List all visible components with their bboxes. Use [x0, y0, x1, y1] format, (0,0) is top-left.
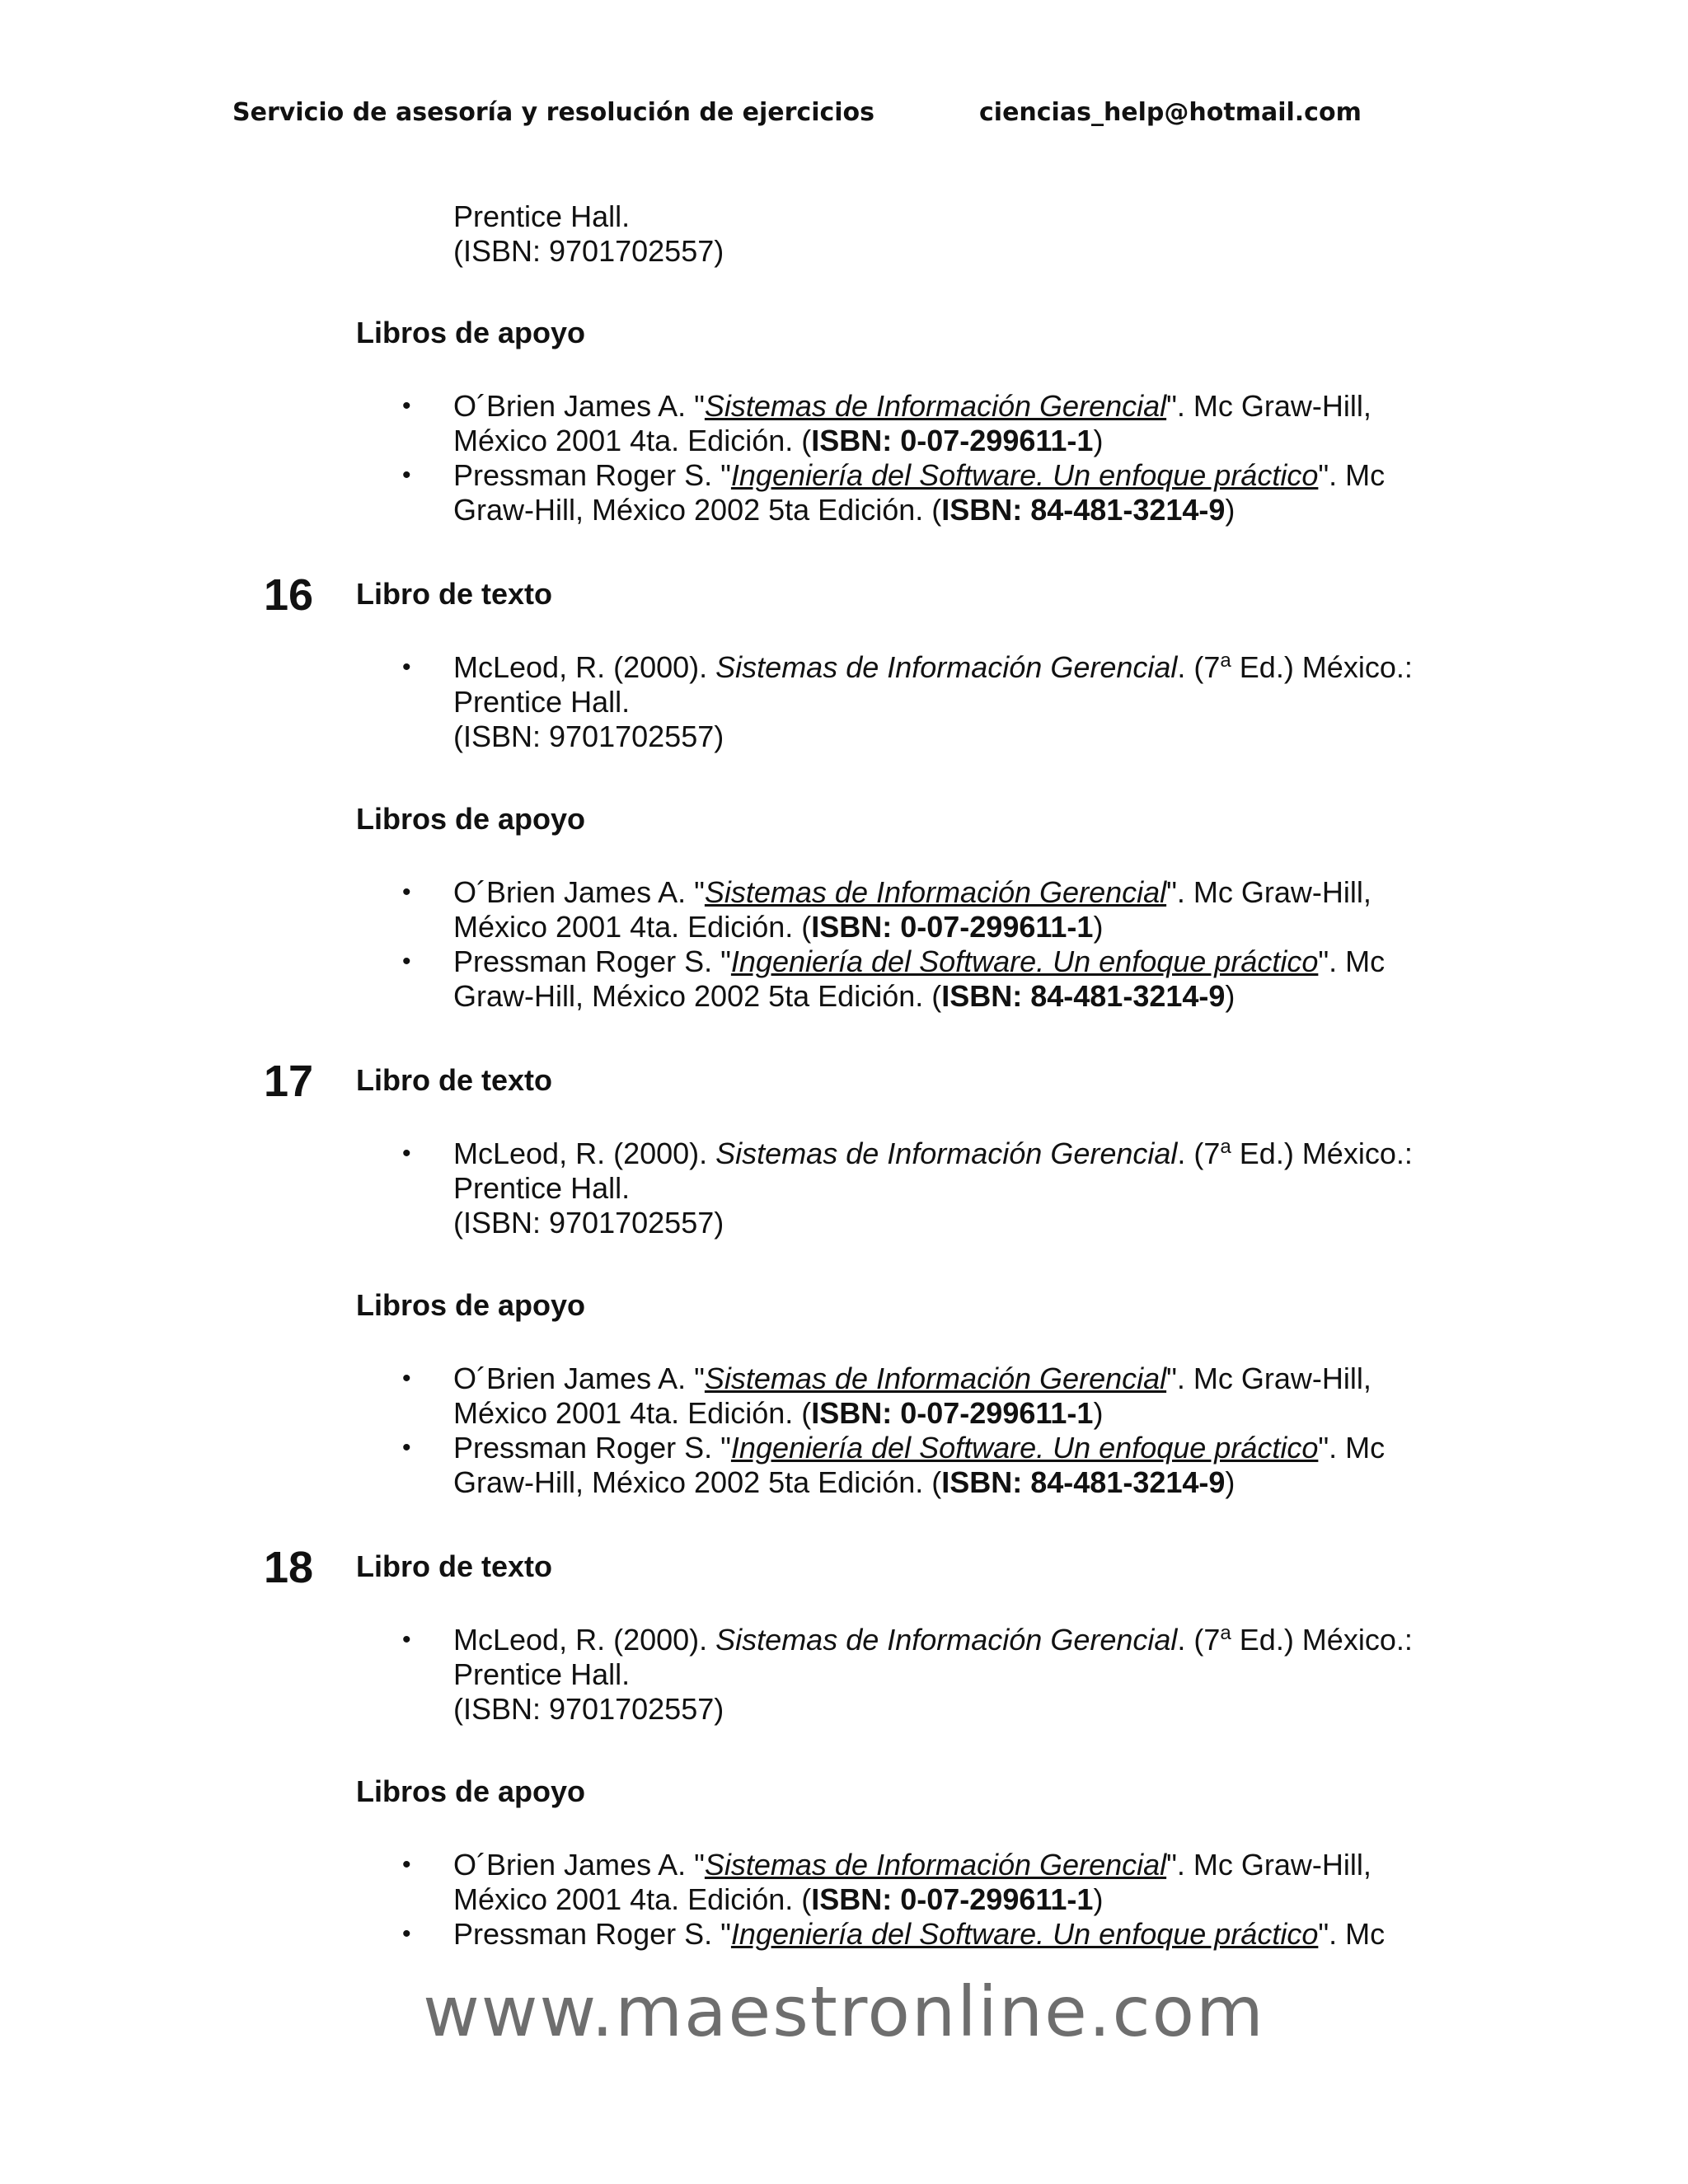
continued-line-publisher: Prentice Hall.: [453, 199, 631, 233]
book-title: Ingeniería del Software. Un enfoque práctico: [730, 1431, 1319, 1465]
bullet: •: [402, 948, 411, 975]
isbn: ISBN: 84-481-3214-9: [941, 493, 1226, 527]
texto-item-mcleod: • McLeod, R. (2000). Sistemas de Información Gerencial. (7$^a$ Ed.) México.: Prentice Hall. (ISBN: 9701702557): [402, 1622, 1413, 1726]
book-title: Sistemas de Información Gerencial: [704, 389, 1167, 423]
bullet: •: [402, 1140, 411, 1167]
apoyo-item-obrien: • O´Brien James A. "Sistemas de Información Gerencial". Mc Graw-Hill, México 2001 4ta. Edición. (ISBN: 0-07-299611-1): [402, 1361, 1372, 1430]
book-title: Sistemas de Información Gerencial: [704, 1848, 1167, 1882]
apoyo-item-pressman: • Pressman Roger S. "Ingeniería del Software. Un enfoque práctico". Mc Graw-Hill, México 2002 5ta Edición. (ISBN: 84-481-3214-9): [402, 944, 1386, 1013]
apoyo-item-pressman: • Pressman Roger S. "Ingeniería del Software. Un enfoque práctico". Mc: [402, 1917, 1386, 1951]
book-title: Ingeniería del Software. Un enfoque práctico: [730, 944, 1319, 978]
isbn: ISBN: 0-07-299611-1: [811, 910, 1094, 944]
bullet: •: [402, 654, 411, 681]
bullet: •: [402, 1626, 411, 1653]
isbn: ISBN: 0-07-299611-1: [811, 1882, 1094, 1916]
bullet: •: [402, 879, 411, 906]
libro-de-texto-heading: Libro de texto: [356, 577, 553, 611]
apoyo-item-pressman: • Pressman Roger S. "Ingeniería del Software. Un enfoque práctico". Mc Graw-Hill, México 2002 5ta Edición. (ISBN: 84-481-3214-9): [402, 1431, 1386, 1499]
isbn: ISBN: 0-07-299611-1: [811, 1396, 1094, 1430]
apoyo-item-obrien: • O´Brien James A. "Sistemas de Información Gerencial". Mc Graw-Hill, México 2001 4ta. Edición. (ISBN: 0-07-299611-1): [402, 875, 1372, 944]
apoyo-item-pressman: • Pressman Roger S. "Ingeniería del Software. Un enfoque práctico". Mc Graw-Hill, México 2002 5ta Edición. (ISBN: 84-481-3214-9): [402, 458, 1386, 527]
libros-de-apoyo-heading: Libros de apoyo: [356, 802, 586, 836]
apoyo-item-obrien: • O´Brien James A. "Sistemas de Información Gerencial". Mc Graw-Hill, México 2001 4ta. Edición. (ISBN: 0-07-299611-1): [402, 1848, 1372, 1916]
libro-de-texto-heading: Libro de texto: [356, 1549, 553, 1583]
bullet: •: [402, 392, 411, 419]
bullet: •: [402, 1920, 411, 1947]
continued-reference: [453, 199, 724, 269]
isbn: ISBN: 0-07-299611-1: [811, 424, 1094, 457]
texto-item-mcleod: • McLeod, R. (2000). Sistemas de Información Gerencial. (7$^a$ Ed.) México.: Prentice Hall. (ISBN: 9701702557): [402, 649, 1413, 753]
book-title: Sistemas de Información Gerencial: [715, 650, 1178, 684]
section-number: 16: [264, 570, 314, 620]
bullet: •: [402, 1365, 411, 1392]
header-service-title: Servicio de asesoría y resolución de ejercicios: [232, 98, 875, 127]
continued-line-isbn: (ISBN: 9701702557): [453, 234, 724, 268]
texto-item-mcleod: • McLeod, R. (2000). Sistemas de Información Gerencial. (7$^a$ Ed.) México.: Prentice Hall. (ISBN: 9701702557): [402, 1136, 1413, 1240]
section-number: 18: [264, 1543, 314, 1592]
section-number: 17: [264, 1057, 314, 1106]
libro-de-texto-heading: Libro de texto: [356, 1063, 553, 1097]
book-title: Ingeniería del Software. Un enfoque práctico: [730, 1917, 1319, 1951]
book-title: Sistemas de Información Gerencial: [704, 1361, 1167, 1395]
isbn: ISBN: 84-481-3214-9: [941, 979, 1226, 1013]
book-title: Sistemas de Información Gerencial: [704, 875, 1167, 909]
libros-de-apoyo-heading: Libros de apoyo: [356, 316, 586, 349]
libros-de-apoyo-heading: Libros de apoyo: [356, 1288, 586, 1322]
apoyo-item-obrien: • O´Brien James A. "Sistemas de Información Gerencial". Mc Graw-Hill, México 2001 4ta. Edición. (ISBN: 0-07-299611-1): [402, 389, 1372, 457]
book-title: Ingeniería del Software. Un enfoque práctico: [730, 458, 1319, 492]
isbn: ISBN: 84-481-3214-9: [941, 1465, 1226, 1499]
libros-de-apoyo-heading: Libros de apoyo: [356, 1774, 586, 1808]
bullet: •: [402, 462, 411, 489]
footer-website-url: www.maestronline.com: [423, 1971, 1265, 2052]
bullet: •: [402, 1434, 411, 1461]
book-title: Sistemas de Información Gerencial: [715, 1623, 1178, 1657]
book-title: Sistemas de Información Gerencial: [715, 1137, 1178, 1170]
bullet: •: [402, 1851, 411, 1878]
header-email: ciencias_help@hotmail.com: [979, 98, 1362, 127]
